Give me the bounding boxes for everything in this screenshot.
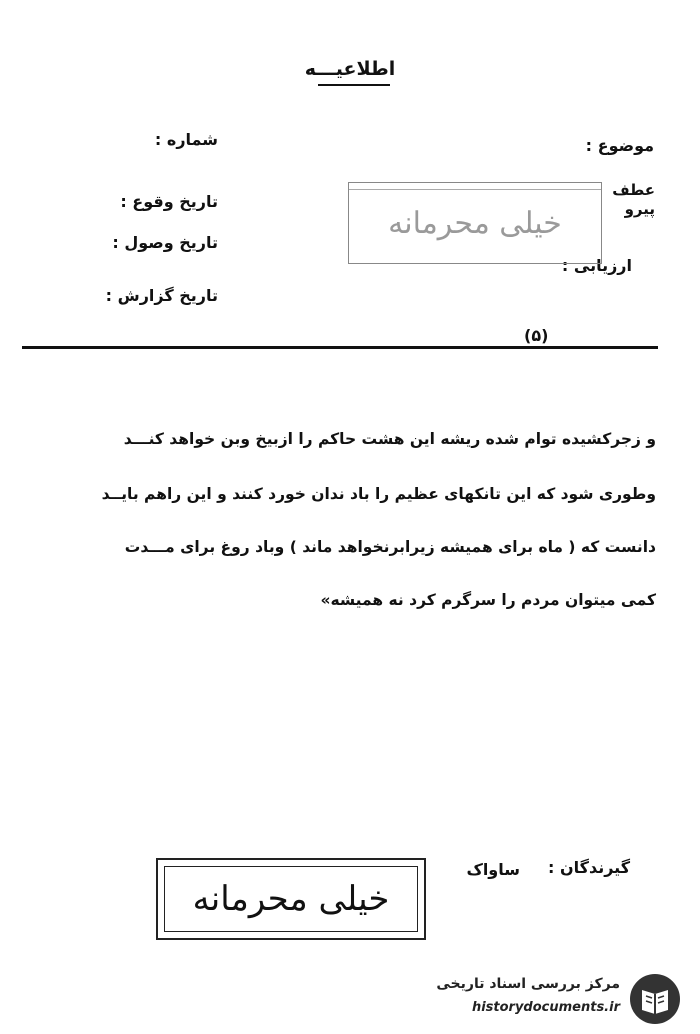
classification-stamp-top <box>348 182 602 264</box>
title-underline <box>318 84 390 86</box>
header-divider <box>22 346 658 349</box>
receipt-date-label: تاریخ وصول : <box>112 233 218 252</box>
book-logo-icon <box>628 972 682 1026</box>
watermark-url: historydocuments.ir <box>471 1000 620 1015</box>
reference-label: عطف <box>612 181 655 199</box>
watermark-name: مرکز بررسی اسناد تاریخی <box>436 976 620 992</box>
body-line: کمی میتوان مردم را سرگرم کرد نه همیشه» <box>320 591 656 609</box>
page-number: (۵) <box>524 326 549 345</box>
document-title: اطلاعیـــه <box>304 58 396 80</box>
recipients-label: گیرندگان : <box>548 858 630 877</box>
classification-stamp-text: خیلی محرمانه <box>192 879 390 919</box>
evaluation-label: ارزیابی : <box>561 256 632 275</box>
recipients-value: ساواک <box>466 860 520 879</box>
watermark <box>382 972 682 1028</box>
classification-stamp-text: خیلی محرمانه <box>388 205 562 241</box>
body-line: وطوری شود که این تانکهای عظیم را باد ندان خورد کنند و این راهم بایــد <box>101 485 656 503</box>
stamp-inner-rule <box>349 189 601 190</box>
event-date-label: تاریخ وقوع : <box>120 192 218 211</box>
number-label: شماره : <box>154 130 218 149</box>
classification-stamp-bottom <box>156 858 426 940</box>
body-line: دانست که ( ماه برای همیشه زیرابرنخواهد ماند ) وباد روغ برای مـــدت <box>124 538 656 556</box>
report-date-label: تاریخ گزارش : <box>105 286 218 305</box>
body-line: و زجرکشیده توام شده ریشه این هشت حاکم را ازبیخ وبن خواهد کنـــد <box>123 430 656 448</box>
follow-up-label: پیرو <box>624 200 655 218</box>
subject-label: موضوع : <box>585 136 654 155</box>
